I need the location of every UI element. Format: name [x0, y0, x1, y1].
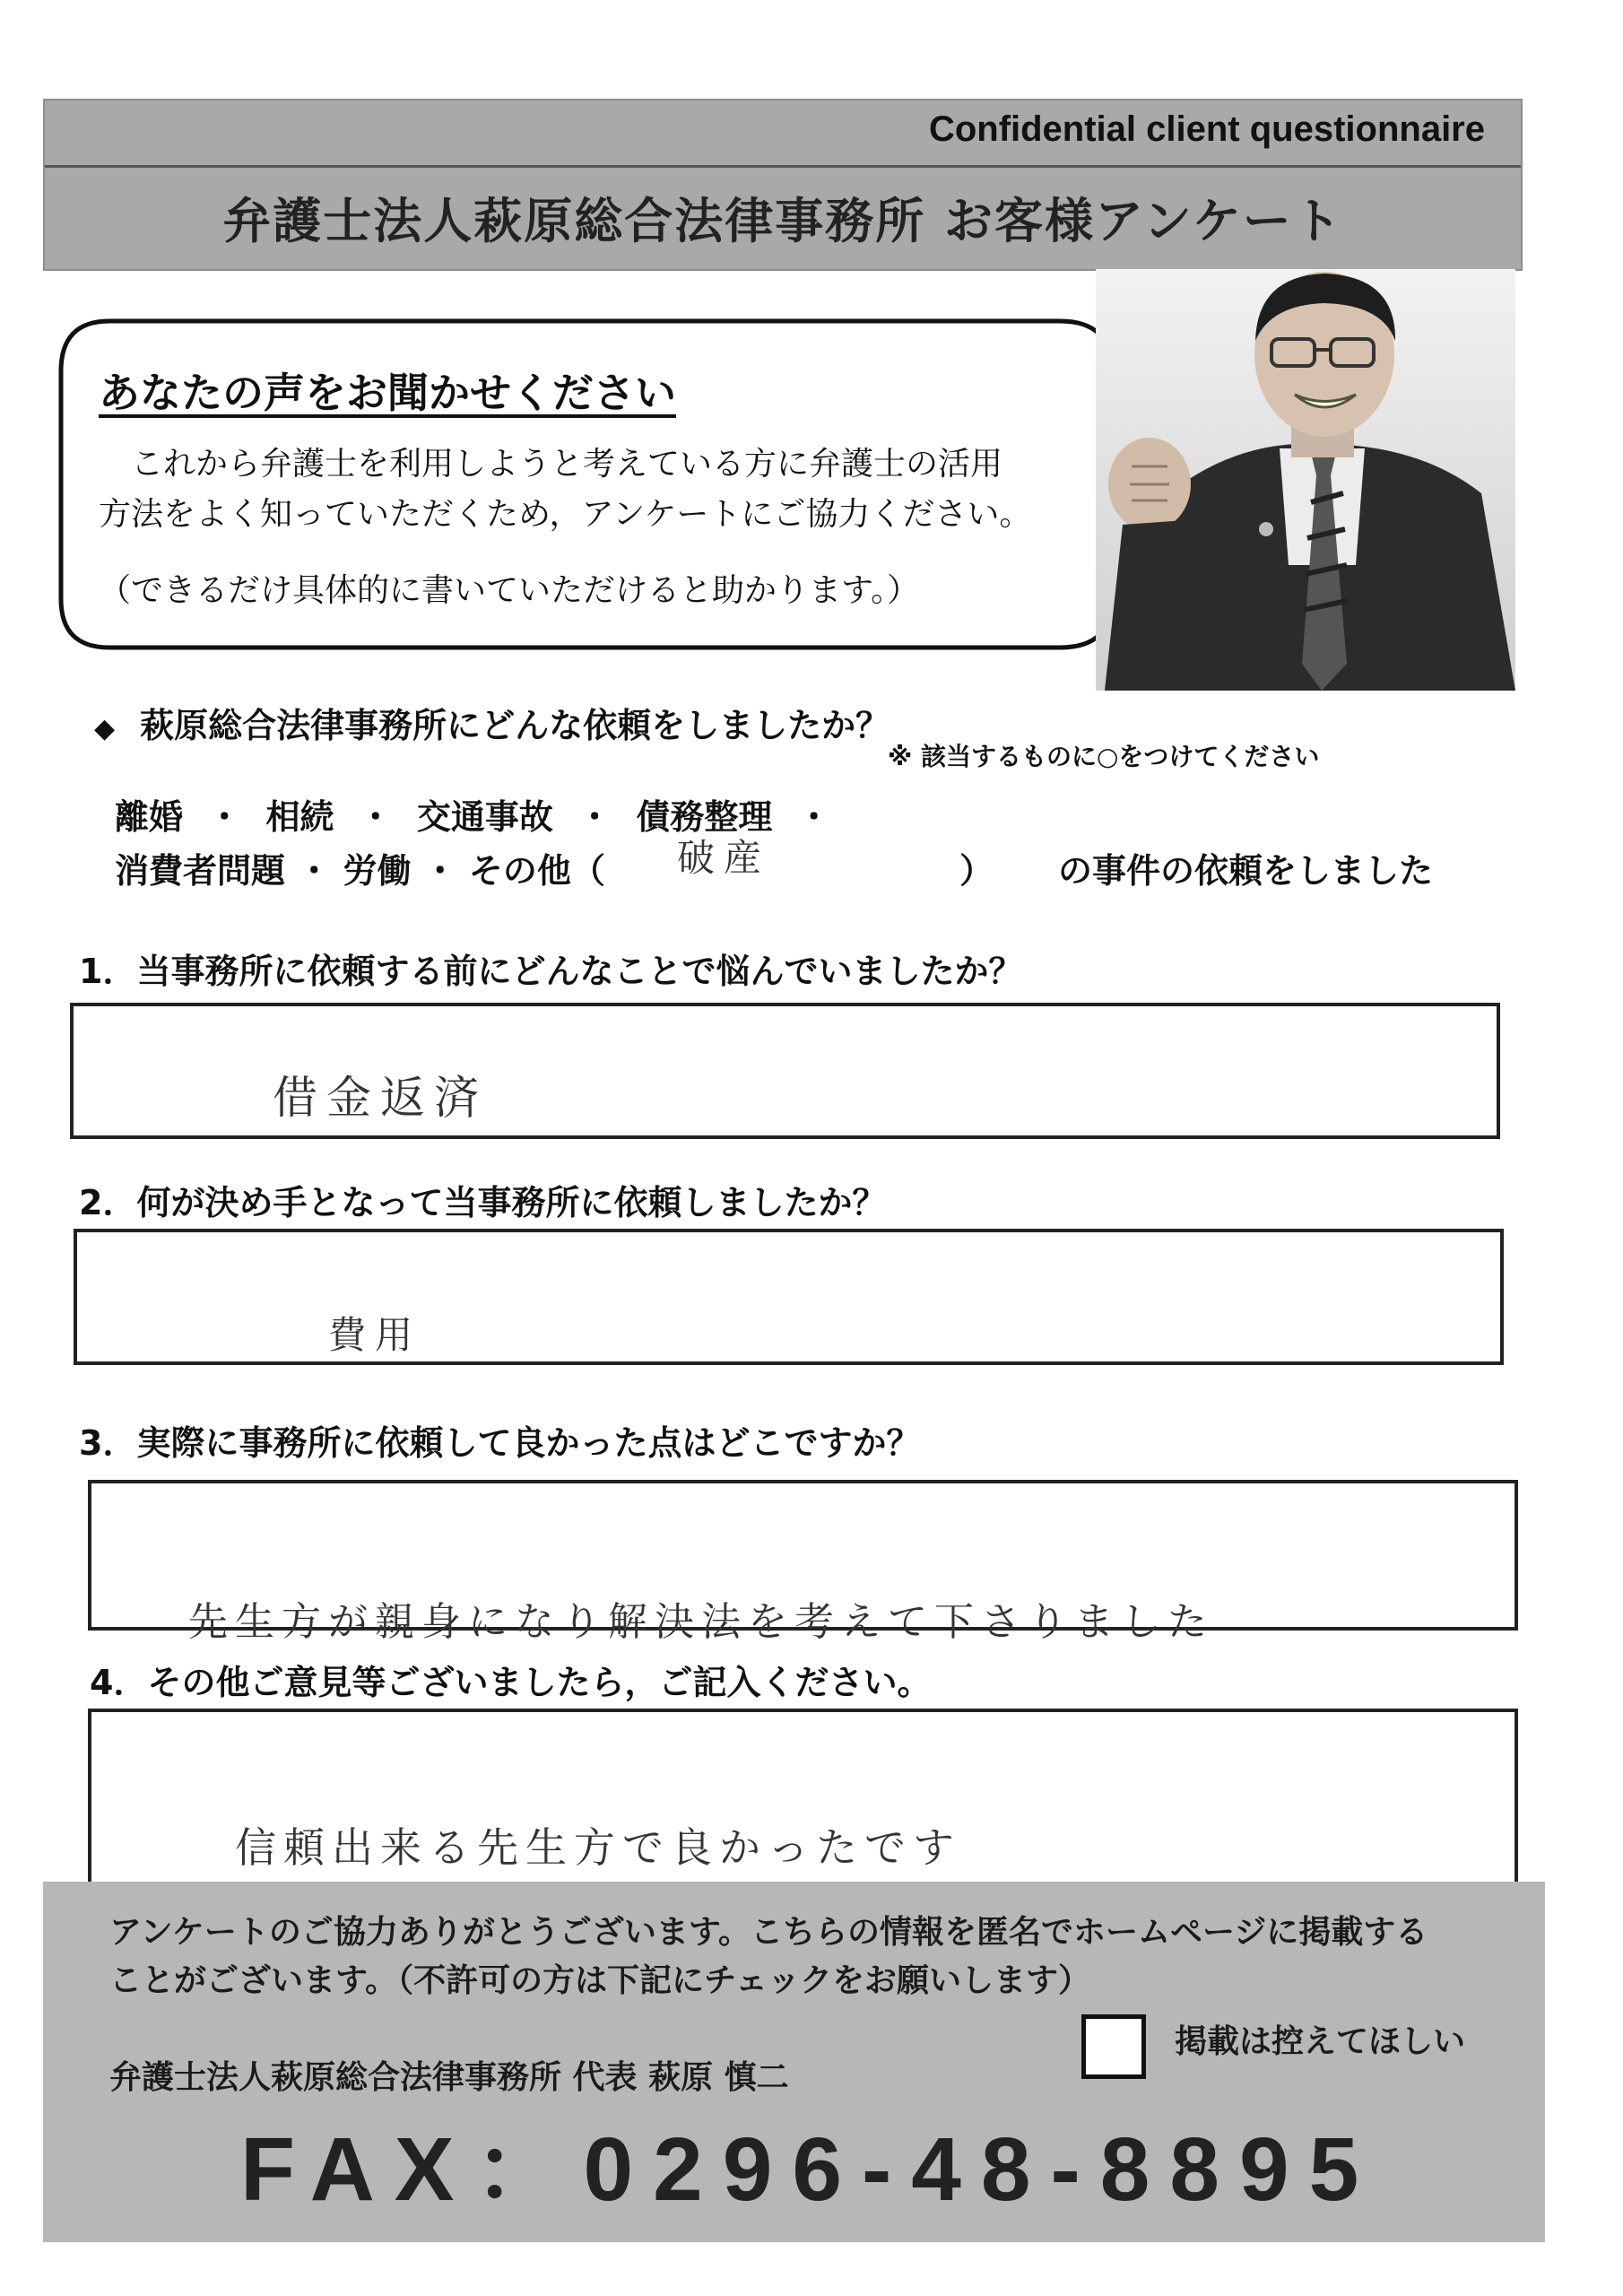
- fax-number: FAX：0296-48-8895: [240, 2119, 1379, 2220]
- case-categories-line-2: 消費者問題 ・ 労働 ・ その他（: [115, 851, 605, 891]
- intro-line-2: 方法をよく知っていただくため，アンケートにご協力ください。: [99, 496, 1032, 533]
- case-categories-line-1: 離婚 ・ 相続 ・ 交通事故 ・ 債務整理 ・: [115, 797, 831, 837]
- question-3-answer-box[interactable]: [88, 1480, 1518, 1645]
- footer-band: [43, 1882, 1545, 2242]
- header-band: [43, 99, 1523, 271]
- intro-note: （できるだけ具体的に書いていただけると助かります。）: [99, 572, 920, 609]
- question-1-answer-box[interactable]: [70, 1003, 1500, 1139]
- request-type-question: [94, 698, 890, 747]
- intro-heading: あなたの声をお聞かせください: [99, 369, 676, 417]
- page-title: 弁護士法人萩原総合法律事務所 お客様アンケート: [222, 193, 1343, 249]
- footer-thanks-line-2: ことがございます。（不許可の方は下記にチェックをお願いします）: [109, 1962, 1091, 1999]
- intro-line-1: これから弁護士を利用しようと考えている方に弁護士の活用: [131, 446, 1003, 483]
- publication-optout-label: 掲載は控えてほしい: [1175, 2023, 1466, 2060]
- lawyer-portrait-photo: [1096, 269, 1515, 691]
- intro-text: [99, 439, 1130, 540]
- other-category-answer[interactable]: 破産: [677, 836, 771, 880]
- question-3-label: 3．実際に事務所に依頼して良かった点はどこですか？: [79, 1423, 921, 1463]
- other-category-paren-close: ）: [959, 851, 994, 891]
- request-type-question-text: 萩原総合法律事務所にどんな依頼をしましたか？: [140, 706, 890, 745]
- circle-instruction: ※ 該当するものに○をつけてください: [888, 742, 1320, 771]
- question-2-label: 2．何が決め手となって当事務所に依頼しましたか？: [79, 1183, 887, 1222]
- header-divider: [45, 165, 1521, 168]
- question-1-answer: 借金返済: [273, 1072, 488, 1124]
- case-categories-ending: の事件の依頼をしました: [1058, 851, 1434, 891]
- question-2-answer-box[interactable]: [74, 1229, 1504, 1365]
- header-subtitle: Confidential client questionnaire: [928, 109, 1485, 149]
- question-4-answer-box[interactable]: [88, 1709, 1518, 1886]
- intro-speech-bubble: [56, 314, 1114, 655]
- diamond-bullet-icon: ◆: [94, 713, 116, 744]
- question-2-answer: 費用: [328, 1313, 422, 1357]
- publication-optout-checkbox[interactable]: [1081, 2014, 1146, 2079]
- question-4-label: 4．その他ご意見等ございましたら，ご記入ください。: [90, 1663, 932, 1702]
- footer-organization: 弁護士法人萩原総合法律事務所 代表 萩原 慎二: [109, 2059, 789, 2096]
- portrait-illustration: [1096, 269, 1515, 691]
- question-4-answer: 信頼出来る先生方で良かったです: [235, 1823, 961, 1872]
- question-3-answer: 先生方が親身になり解決法を考えて下さりました: [188, 1599, 1214, 1645]
- question-1-label: 1．当事務所に依頼する前にどんなことで悩んでいましたか？: [79, 952, 1023, 991]
- footer-thanks-line-1: アンケートのご協力ありがとうございます。こちらの情報を匿名でホームページに掲載する: [109, 1914, 1428, 1951]
